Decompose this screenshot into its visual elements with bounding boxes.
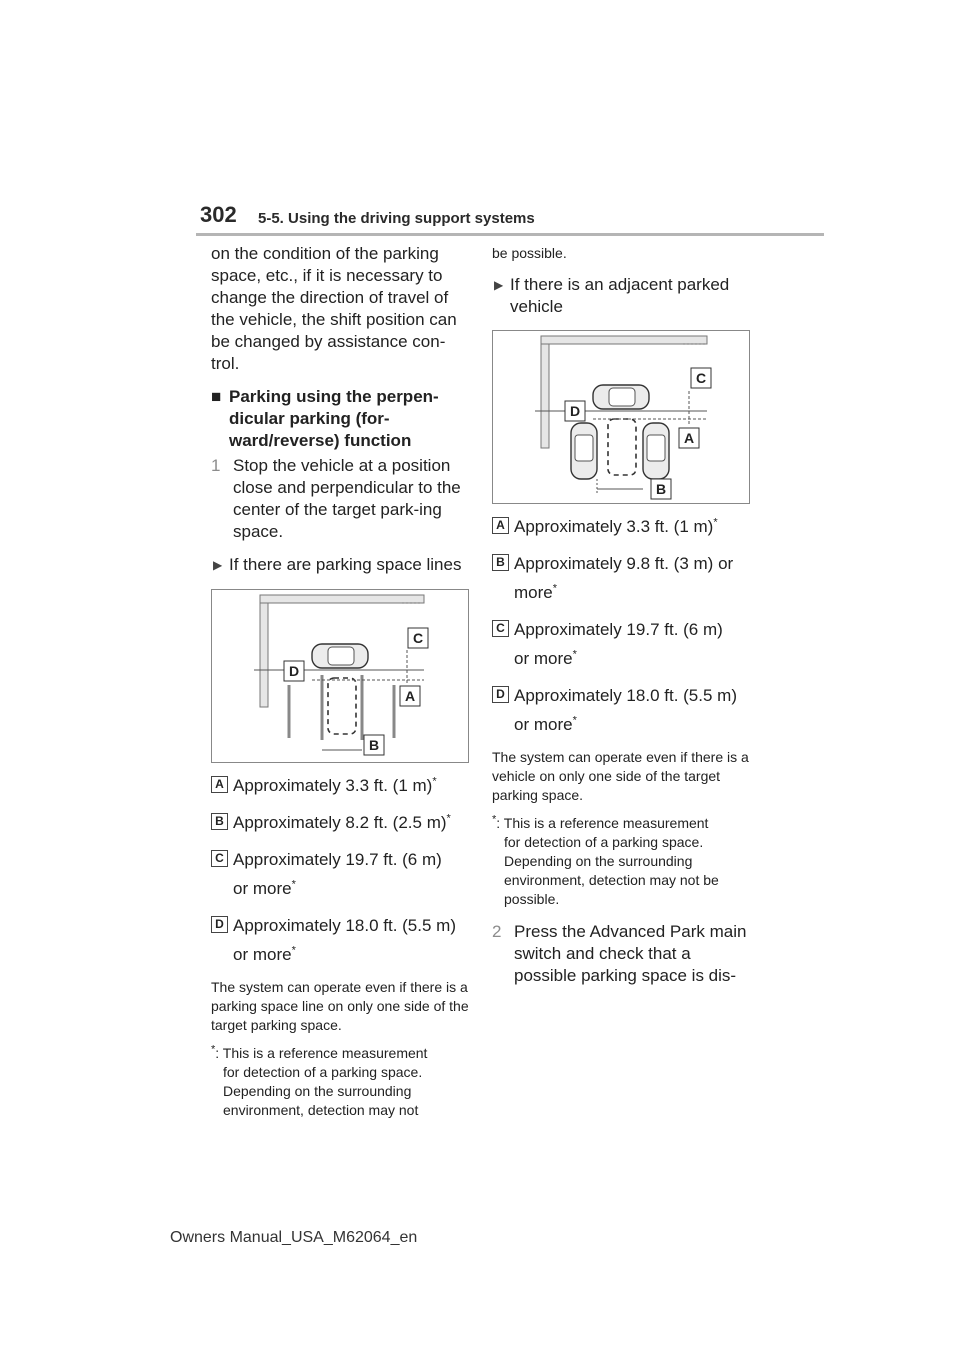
note-paragraph: The system can operate even if there is a parking space line on only one side of the target parking space. [211, 979, 469, 1033]
condition-adjacent-vehicle [492, 274, 752, 318]
footnote [211, 1044, 471, 1120]
footnote [492, 814, 752, 909]
diagram-label-d: D [288, 663, 300, 679]
step-2 [492, 921, 752, 987]
step-text: Stop the vehicle at a position close and perpendicular to the center of the target park-ing space. [233, 456, 461, 541]
label-badge: A [211, 776, 228, 793]
footnote-lead: : This is a reference measurement [215, 1045, 428, 1061]
footnote-marker: * [432, 775, 437, 788]
measurement-b [492, 549, 752, 607]
measurement-text: Approximately 3.3 ft. (1 m) [514, 517, 714, 536]
footnote-body: for detection of a parking space. Depending on the surrounding environment, detection may not [223, 1064, 423, 1118]
step-1 [211, 455, 471, 543]
measurement-text: Approximately 8.2 ft. (2.5 m) [233, 813, 447, 832]
measurement-text: Approximately 18.0 ft. (5.5 m) [514, 686, 737, 705]
label-badge: D [211, 916, 228, 933]
parking-lines-diagram [211, 589, 469, 763]
diagram-label-a: A [404, 688, 416, 704]
label-badge: A [492, 517, 509, 534]
diagram-label-c: C [412, 630, 424, 646]
footnote-body: for detection of a parking space. Depending on the surrounding environment, detection may not be possible. [504, 834, 719, 907]
diagram-label-c: C [695, 370, 707, 386]
intro-paragraph: on the condition of the parking space, etc., if it is necessary to change the direction of travel of the vehicle, the shift position can be changed by assistance con-trol. [211, 244, 457, 373]
measurement-text-2: or more [233, 879, 292, 898]
heading-text: Parking using the perpen-dicular parking (for-ward/reverse) function [229, 387, 439, 450]
footnote-marker: * [552, 582, 558, 595]
footnote-marker: * [713, 516, 718, 529]
measurement-text-2: or more [514, 649, 573, 668]
triangle-bullet-icon: ▶ [494, 278, 504, 292]
measurement-text-2: more [514, 583, 553, 602]
footnote-marker: * [291, 944, 296, 957]
footnote-marker: * [446, 812, 451, 825]
step-text: Press the Advanced Park main switch and check that a possible parking space is dis- [514, 922, 747, 985]
measurement-text: Approximately 19.7 ft. (6 m) [514, 620, 723, 639]
section-heading [211, 386, 471, 452]
measurement-text-2: or more [514, 715, 573, 734]
section-title: 5-5. Using the driving support systems [258, 210, 535, 227]
label-badge: C [492, 620, 509, 637]
measurement-c [211, 845, 471, 903]
footnote-marker: * [572, 714, 577, 727]
measurement-b [211, 808, 471, 837]
label-badge: C [211, 850, 228, 867]
measurement-d [211, 911, 471, 969]
note-paragraph: The system can operate even if there is a vehicle on only one side of the target parking space. [492, 749, 749, 803]
adjacent-vehicle-diagram [492, 330, 750, 504]
footnote-marker: * [572, 648, 577, 661]
right-column [492, 243, 752, 987]
measurement-text: Approximately 9.8 ft. (3 m) or [514, 554, 734, 573]
measurement-list [211, 771, 471, 969]
measurement-list [492, 512, 752, 739]
measurement-text: Approximately 19.7 ft. (6 m) [233, 850, 442, 869]
measurement-d [492, 681, 752, 739]
footnote-star: * [211, 1043, 216, 1056]
footnote-continuation: be possible. [492, 245, 567, 261]
measurement-c [492, 615, 752, 673]
condition-text: If there are parking space lines [229, 555, 462, 574]
label-badge: B [211, 813, 228, 830]
measurement-a [211, 771, 471, 800]
diagram-label-b: B [655, 481, 667, 497]
condition-parking-lines [211, 554, 471, 576]
step-number: 1 [211, 456, 221, 475]
condition-text: If there is an adjacent parked vehicle [510, 275, 730, 316]
square-bullet-icon: ■ [211, 387, 222, 406]
left-column [211, 243, 471, 1120]
triangle-bullet-icon: ▶ [213, 558, 223, 572]
measurement-text-2: or more [233, 945, 292, 964]
footnote-lead: : This is a reference measurement [496, 815, 709, 831]
footer-manual-id: Owners Manual_USA_M62064_en [170, 1229, 418, 1246]
measurement-a [492, 512, 752, 541]
label-badge: D [492, 686, 509, 703]
footnote-marker: * [291, 878, 296, 891]
page-number: 302 [200, 202, 237, 227]
diagram-label-b: B [368, 737, 380, 753]
header-divider [196, 233, 824, 236]
measurement-text: Approximately 18.0 ft. (5.5 m) [233, 916, 456, 935]
label-badge: B [492, 554, 509, 571]
step-number: 2 [492, 922, 502, 941]
measurement-text: Approximately 3.3 ft. (1 m) [233, 776, 433, 795]
diagram-label-d: D [569, 403, 581, 419]
footnote-star: * [492, 813, 497, 826]
diagram-label-a: A [683, 430, 695, 446]
